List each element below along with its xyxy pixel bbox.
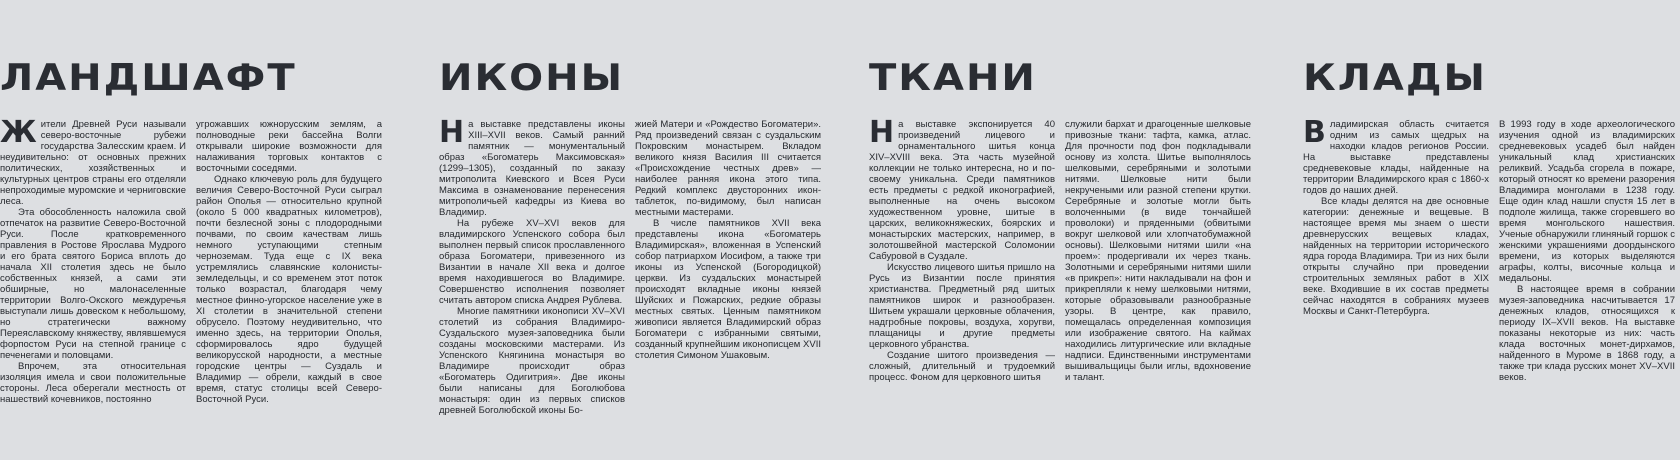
text-columns (1303, 119, 1675, 449)
paragraph: В числе памятников XVII века представлены икона «Богоматерь Владимирская», вложенная в Успенский собор патриархом Иосифом, а также три иконы из Успенской (Богородицкой) церкви. Из суздальских монастырей происходят вкладные иконы князей Шуйских и Пожарских, редкие образы местных святых. Ценным памятником живописи является Владимирский образ Богоматери с избранными святыми, созданный крупнейшим иконописцем XVII столетия Симоном Ушаковым. (635, 218, 821, 361)
text-column-left (1303, 119, 1489, 449)
paragraph: служили бархат и драгоценные шелковые привозные ткани: тафта, камка, атлас. Для прочности под фон подкладывали основу из холста. Шитье выполнялось шелковыми, серебряными и золотыми нитями. Шелковые нити были некручеными или разной степени крутки. Серебряные и золотые могли быть волоченными (в виде тончайшей проволоки) и пряденными (обвитыми вокруг шелковой или хлопчатобумажной основы). Шелковыми нитями шили «на проем»: продергивали их через ткань. Золотными и серебряными нитями шили «в прикреп»: нити накладывали на фон и прикрепляли к нему шелковыми нитями, которые образовывали разнообразные узоры. В центре, как правило, помещалась определенная композиция или изображение святого. На каймах находились литургические или вкладные надписи. Единственными инструментами вышивальщицы были иглы, вдохновение и талант. (1065, 119, 1251, 383)
section-textiles (869, 0, 1269, 460)
paragraph: Впрочем, эта относительная изоляция имела и свои положительные стороны. Леса оберегали местность от нашествий кочевников, постоянно (0, 361, 186, 405)
section-treasures (1303, 0, 1679, 460)
drop-cap: В (1303, 119, 1326, 150)
drop-cap: Н (439, 119, 465, 150)
paragraph: На выставке экспонируется 40 произведений лицевого и орнаментального шитья конца XIV–XVIII века. Эта часть музейной коллекции не только интересна, но и по-своему уникальна. Среди памятников есть предметы с редкой иконографией, выполненные на очень высоком художественном уровне, шитые в царских, великокняжеских, боярских и монастырских мастерских, например, в золотошвейной мастерской Соломонии Сабуровой в Суздале. (869, 119, 1055, 262)
section-icons (439, 0, 839, 460)
drop-cap: Ж (0, 119, 37, 150)
text-column-right (1499, 119, 1675, 449)
paragraph: Эта обособленность наложила свой отпечаток на развитие Северо-Восточной Руси. После кратковременного правления в Ростове Ярослава Мудрого и его брата святого Бориса вплоть до начала XII столетия здесь не было собственных князей, а сами эти обширные, но малонаселенные территории Волго-Окского междуречья выступали лишь довеском к небольшому, но стратегически важному Переяславскому княжеству, являвшемуся форпостом Руси на степной границе с печенегами и половцами. (0, 207, 186, 361)
paragraph: Однако ключевую роль для будущего величия Северо-Восточной Руси сыграл район Ополья — относительно крупной (около 5 000 квадратных километров), почти безлесной зоны с плодородными почвами, по своим качествам лишь немного уступающими степным черноземам. Туда еще с IX века устремлялись славянские колонисты-земледельцы, и со временем этот поток только возрастал, благодаря чему местное финно-угорское население уже в XI столетии в значительной степени обрусело. Поэтому неудивительно, что именно здесь, на территории Ополья, сформировалось ядро будущей великорусской народности, а местные городские центры — Суздаль и Владимир — обрели, каждый в свое время, статус столицы всей Северо-Восточной Руси. (196, 174, 382, 405)
section-title: ТКАНИ (869, 56, 1037, 100)
text-column-left (0, 119, 186, 449)
text-column-right (635, 119, 821, 449)
paragraph: Многие памятники иконописи XV–XVI столетий из собрания Владимиро-Суздальского музея-заповедника были созданы московскими мастерами. Из Успенского Княгинина монастыря во Владимире происходит образ «Богоматерь Одигитрия». Две иконы были написаны для Боголюбова монастыря: один из первых списков древней Боголюбской иконы Бо- (439, 306, 625, 416)
text-column-right (1065, 119, 1251, 449)
section-title: ЛАНДШАФТ (0, 56, 297, 100)
paragraph: Искусство лицевого шитья пришло на Русь из Византии после принятия христианства. Предметный ряд шитых памятников широк и разнообразен. Шитьем украшали церковные облачения, надгробные покровы, воздуха, хоругви, плащаницы и другие предметы церковного убранства. (869, 262, 1055, 350)
text-columns (869, 119, 1251, 449)
text-column-left (439, 119, 625, 449)
paragraph: Создание шитого произведения — сложный, длительный и трудоемкий процесс. Фоном для церковного шитья (869, 350, 1055, 383)
paragraph: Владимирская область считается одним из самых щедрых на находки кладов регионов России. На выставке представлены средневековые клады, найденные на территории Владимирского края с 1860-х годов до наших дней. (1303, 119, 1489, 196)
paragraph: Жители Древней Руси называли северо-восточные рубежи государства Залесским краем. И неудивительно: от основных прежних политических, хозяйственных и культурных центров страны его отделяли непроходимые муромские и черниговские леса. (0, 119, 186, 207)
section-landscape (0, 0, 400, 460)
paragraph: Все клады делятся на две основные категории: денежные и вещевые. В настоящее время мы знаем о шести древнерусских вещевых кладах, найденных на территории исторического ядра города Владимира. Три из них были открыты случайно при проведении строительных земляных работ в XIX веке. Входившие в их состав предметы сейчас находятся в собраниях музеев Москвы и Санкт-Петербурга. (1303, 196, 1489, 317)
paragraph: жией Матери и «Рождество Богоматери». Ряд произведений связан с суздальским Покровским монастырем. Вкладом великого князя Василия III считается «Происхождение честных древ» — наиболее ранняя икона этого типа. Редкий комплекс двусторонних икон-таблеток, по-видимому, был написан местными мастерами. (635, 119, 821, 218)
text-columns (0, 119, 382, 449)
drop-cap: Н (869, 119, 895, 150)
paragraph: На выставке представлены иконы XIII–XVII веков. Самый ранний памятник — монументальный образ «Богоматерь Максимовская» (1299–1305), созданный по заказу митрополита Киевского и Всея Руси Максима в ознаменование перенесения митрополичьей кафедры из Киева во Владимир. (439, 119, 625, 218)
paragraph: угрожавших южнорусским землям, а полноводные реки бассейна Волги открывали широкие возможности для налаживания торговых контактов с восточными соседями. (196, 119, 382, 174)
section-title: КЛАДЫ (1303, 56, 1487, 100)
text-column-right (196, 119, 382, 449)
paragraph: В 1993 году в ходе археологического изучения одной из владимирских средневековых усадеб был найден уникальный клад христианских реликвий. Усадьба сгорела в пожаре, который относят ко времени разорения Владимира монголами в 1238 году. Еще один клад нашли спустя 15 лет в подполе жилища, также сгоревшего во время монгольского нашествия. Ученые обнаружили глиняный горшок с женскими украшениями доордынского времени, из которых выделяются аграфы, колты, височные кольца и медальоны. (1499, 119, 1675, 284)
section-title: ИКОНЫ (439, 56, 625, 100)
text-columns (439, 119, 821, 449)
paragraph: В настоящее время в собрании музея-заповедника насчитывается 17 денежных кладов, относящихся к периоду IX–XVII веков. На выставке показаны некоторые из них: часть клада восточных монет-дирхамов, найденного в Муроме в 1868 году, а также три клада русских монет XV–XVII веков. (1499, 284, 1675, 383)
text-column-left (869, 119, 1055, 449)
paragraph: На рубеже XV–XVI веков для владимирского Успенского собора был выполнен первый список прославленного образа Богоматери, привезенного из Византии в начале XII века и долгое время находившегося во Владимире. Совершенство исполнения позволяет считать автором списка Андрея Рублева. (439, 218, 625, 306)
